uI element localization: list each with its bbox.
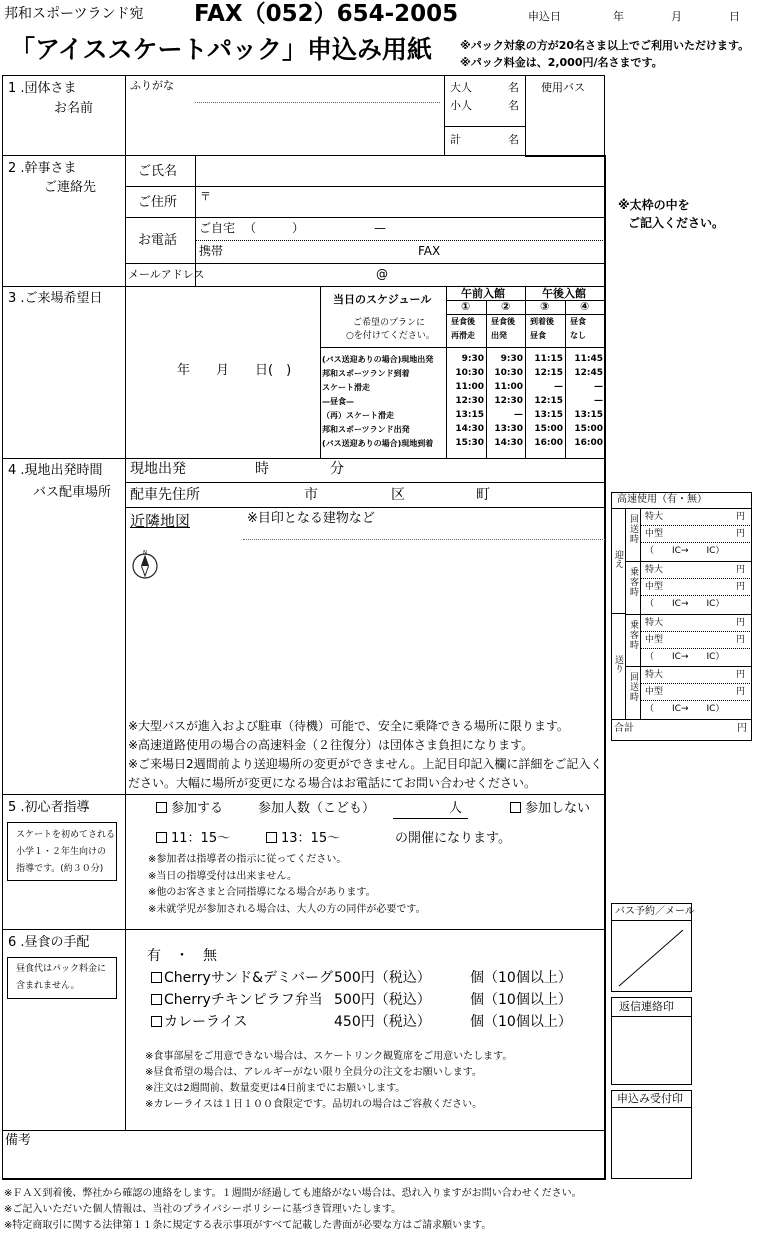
footer-note-2: ※ご記入いただいた個人情報は、当社のプライバシーポリシーに基づき管理いたします。 [4,1204,402,1215]
reply-stamp-label: 返信連絡印 [619,1000,674,1013]
plan-desc-line2: 再滑走 [451,331,475,340]
furigana-label: ふりがな [130,79,174,92]
s2-label: 2 .幹事さま [8,161,77,176]
schedule-time: — [554,382,563,392]
compass-n-label: N [143,550,147,556]
fee-group-label: 乗客時 [628,619,638,650]
lunch-note: ※注文は2週間前、数量変更は4日前までにお願いします。 [145,1083,406,1094]
fee-medium-yen: 円 [736,634,746,645]
date-year-label: 年 [613,10,624,23]
fee-group-label: 回送時 [628,514,638,544]
fee-medium-yen: 円 [736,581,746,592]
am-entry: 午前入館 [461,287,505,300]
schedule-table [320,352,605,450]
schedule-time: 12:15 [534,396,563,406]
schedule-time: 10:30 [494,368,523,378]
fee-total-label: 合計 [614,723,634,734]
fee-large-yen: 円 [736,617,746,628]
apply-date-label: 申込日 [528,10,561,23]
schedule-time: 11:00 [455,382,484,392]
phone-label: お電話 [138,233,178,248]
child-unit: 名 [508,99,519,112]
side-note-1: ※太枠の中を [618,198,690,212]
schedule-time: 9:30 [500,354,523,364]
dispatch-note: ※大型バスが進入および駐車（待機）可能で、安全に乗降できる場所に限ります。 [128,719,569,733]
schedule-row [320,352,605,366]
schedule-time: 15:00 [574,424,603,434]
email-at: @ [376,267,388,281]
pack-condition-note: ※パック対象の方が20名さま以上でご利用いただけます。 [460,39,750,52]
lesson-note: ※参加者は指導者の指示に従ってください。 [148,854,347,865]
plan-desc-line1: 到着後 [530,317,554,326]
plan-desc-line1: 昼食 [570,317,586,326]
s4-sub-label: バス配車場所 [33,485,112,500]
lunch-item-checkbox[interactable] [151,993,323,1007]
lunch-item-checkbox[interactable] [151,971,333,985]
plan-number[interactable]: ① [461,300,471,313]
time1-label: 11：15～ [171,831,231,846]
schedule-time: 13:15 [455,410,484,420]
plan-desc-line1: 昼食後 [451,317,475,326]
schedule-time: 16:00 [534,438,563,448]
schedule-row [320,394,605,408]
bus-reservation-slash [611,920,692,992]
s6-info-line2: 含まれません。 [16,981,80,991]
fee-ic-row: （ IC→ IC） [645,651,725,662]
time2-label: 13：15～ [281,831,341,846]
schedule-time: 14:30 [455,424,484,434]
lunch-item-name: Cherryサンド&デミバーグ [164,970,334,986]
schedule-time: 11:45 [574,354,603,364]
s3-label: 3 .ご来場希望日 [8,291,103,306]
schedule-row [320,436,605,450]
lunch-item-qty[interactable]: 個（10個以上） [470,970,572,986]
dispatch-label: 配車先住所 [130,487,200,503]
s2-contact-label: ご連絡先 [44,180,97,195]
bus-reservation-label: バス予約／メール [615,906,695,917]
schedule-row [320,422,605,436]
phone-dash: — [374,221,386,235]
s4-label: 4 .現地出発時間 [8,463,103,478]
total-unit: 名 [508,133,519,146]
s6-info-line1: 昼食代はパック料金に [16,964,107,974]
plan-desc-line2: 昼食 [530,331,546,340]
schedule-row-label: 邦和スポーツランド出発 [322,424,410,434]
schedule-time: 11:15 [534,354,563,364]
schedule-time: 11:00 [494,382,523,392]
total-label: 計 [450,133,461,146]
nojoin-checkbox[interactable] [510,802,590,815]
schedule-row-label: —昼食— [322,396,354,406]
schedule-row [320,408,605,422]
lunch-item-qty[interactable]: 個（10個以上） [470,992,572,1008]
accept-stamp-label: 申込み受付印 [617,1092,683,1105]
held-label: の開催になります。 [395,831,511,846]
address-label: ご住所 [138,195,178,210]
schedule-row-label: 邦和スポーツランド到着 [322,368,410,378]
fee-large-yen: 円 [736,564,746,575]
depart-hour: 時 [255,461,269,477]
fee-ic-row: （ IC→ IC） [645,546,725,556]
postal-mark: 〒 [200,190,211,203]
fee-large-label: 特大 [645,512,664,522]
s5-label: 5 .初心者指導 [8,800,90,815]
map-label: 近隣地図 [130,512,191,530]
join-checkbox[interactable] [156,802,223,815]
fee-large-yen: 円 [736,512,746,522]
schedule-row-label: スケート滑走 [322,382,370,392]
home-paren-close: ） [292,221,305,235]
lunch-note: ※食事部屋をご用意できない場合は、スケートリンク観覧席をご用意いたします。 [145,1051,513,1062]
schedule-time: 15:30 [455,438,484,448]
depart-minute: 分 [330,461,344,477]
fee-large-label: 特大 [645,670,664,681]
schedule-title: 当日のスケジュール [333,293,432,306]
fee-ic-row: （ IC→ IC） [645,598,725,609]
schedule-time: 13:15 [534,410,563,420]
name-label: ご氏名 [138,164,178,179]
schedule-time: — [514,410,523,420]
lunch-item-price: 500円（税込） [334,970,431,986]
fee-large-label: 特大 [645,617,664,628]
plan-desc-line1: 昼食後 [491,317,515,326]
highway-use-label: 高速使用（有・無） [617,494,707,505]
lesson-note: ※未就学児が参加される場合は、大人の方の同伴が必要です。 [148,903,426,915]
addressee: 邦和スポーツランド宛 [4,6,144,22]
fee-ic-row: （ IC→ IC） [645,704,725,715]
lunch-note: ※昼食希望の場合は、アレルギーがない限り全員分の注文をお願いします。 [145,1067,482,1078]
remarks-label: 備考 [5,1133,32,1148]
lesson-note: ※当日の指導受付は出来ません。 [148,870,297,882]
s5-info-line2: 小学１・２年生向けの [16,847,107,857]
fee-large-yen: 円 [736,670,746,681]
plan-number[interactable]: ④ [580,300,590,313]
schedule-row-label: (バス送迎ありの場合)現地到着 [322,438,434,448]
plan-desc-line2: 出発 [491,331,507,340]
time1-checkbox[interactable] [156,832,230,845]
schedule-time: 13:30 [494,424,523,434]
fax-number: FAX（052）654-2005 [194,1,459,27]
date-month-label: 月 [671,10,682,23]
fax-label: FAX [418,244,441,258]
dispatch-note: ※高速道路使用の場合の高速料金（２往復分）は団体さま負担になります。 [128,738,534,752]
lunch-item-price: 500円（税込） [334,992,431,1008]
dispatch-note: ※ご来場日2週間前より送迎場所の変更ができません。上記目印記入欄に詳細をご記入く [128,757,603,771]
s1-label: 1 .団体さま [8,81,77,96]
date-day-label: 日 [729,10,740,23]
pm-entry: 午後入館 [542,287,586,300]
schedule-row [320,366,605,380]
lunch-yesno[interactable]: 有 ・ 無 [147,948,217,964]
child-count-unit: 人 [449,801,463,816]
plan-number[interactable]: ③ [540,300,550,313]
adult-unit: 名 [508,81,519,94]
plan-desc-line2: なし [570,331,586,340]
schedule-row [320,380,605,394]
schedule-time: 14:30 [494,438,523,448]
schedule-hint-2: ○を付けてください。 [346,331,435,341]
fee-medium-label: 中型 [645,687,664,698]
s6-label: 6 .昼食の手配 [8,935,90,950]
s5-info-line3: 指導です。(約３０分) [16,864,104,874]
bus-label: 使用バス [541,81,585,94]
dispatch-ward: 区 [391,487,405,503]
schedule-time: 16:00 [574,438,603,448]
home-paren-open: （ [244,221,257,235]
schedule-time: 15:00 [534,424,563,434]
adult-label: 大人 [450,81,472,94]
landmark-label: ※目印となる建物など [247,511,375,526]
schedule-time: 13:15 [574,410,603,420]
email-label: メールアドレス [128,268,205,281]
mobile-label: 携帯 [199,244,224,258]
fee-large-label: 特大 [645,564,664,575]
dispatch-town: 町 [476,487,490,503]
dispatch-city: 市 [304,487,318,503]
fee-group-label: 回送時 [628,672,638,703]
pack-price-note: ※パック料金は、2,000円/名さまです。 [460,56,663,69]
schedule-time: — [594,382,603,392]
plan-number[interactable]: ② [501,300,511,313]
lunch-item-name: Cherryチキンピラフ弁当 [164,992,323,1008]
dropoff-label: 送り [613,655,623,673]
form-title: 「アイススケートパック」申込み用紙 [10,35,433,64]
fee-medium-label: 中型 [645,529,664,539]
side-note-2: ご記入ください。 [628,216,725,230]
depart-label: 現地出発 [130,461,186,477]
schedule-time: — [594,396,603,406]
schedule-row-label: （再）スケート滑走 [322,410,394,420]
fee-medium-label: 中型 [645,634,664,645]
schedule-row-label: (バス送迎ありの場合)現地出発 [322,354,434,364]
home-phone-label: ご自宅 [199,221,236,235]
s1-name-label: お名前 [54,101,94,116]
time2-checkbox[interactable] [266,832,340,845]
fee-medium-yen: 円 [736,529,746,539]
fee-group-label: 乗客時 [628,566,638,597]
schedule-hint-1: ご希望のプランに [353,318,426,328]
pickup-label: 迎え [613,550,623,568]
schedule-time: 10:30 [455,368,484,378]
lesson-note: ※他のお客さまと合同指導になる場合があります。 [148,887,376,898]
footer-note-1: ※ＦＡＸ到着後、弊社から確認の連絡をします。１週間が経過しても連絡がない場合は、恐れ入りますがお問い合わせください。 [4,1188,582,1199]
lunch-item-checkbox[interactable] [151,1015,247,1029]
lunch-item-price: 450円（税込） [334,1014,431,1030]
schedule-time: 12:30 [455,396,484,406]
s5-info-line1: スケートを初めてされる [16,830,116,840]
schedule-time: 12:15 [534,368,563,378]
lunch-note: ※カレーライスは１日１００食限定です。品切れの場合はご容赦ください。 [145,1099,483,1110]
footer-note-3: ※特定商取引に関する法律第１１条に規定する表示事項がすべて記載した書面が必要な方はご請求願います。 [4,1220,492,1231]
compass-icon [130,549,160,579]
fee-total-yen: 円 [737,723,747,734]
lunch-item-qty[interactable]: 個（10個以上） [470,1014,572,1030]
schedule-time: 12:45 [574,368,603,378]
schedule-time: 9:30 [461,354,484,364]
fee-medium-label: 中型 [645,581,664,592]
child-label: 小人 [450,99,472,112]
fee-medium-yen: 円 [736,687,746,698]
nojoin-label: 参加しない [525,801,591,816]
visit-date: 年 月 日( ) [177,363,292,378]
dispatch-note: ださい。大幅に場所が変更になる場合はお電話にてお問い合わせください。 [128,776,537,790]
join-label: 参加する [171,801,224,816]
lunch-item-name: カレーライス [164,1014,248,1030]
child-count-label: 参加人数（こども） [258,801,376,816]
schedule-time: 12:30 [494,396,523,406]
